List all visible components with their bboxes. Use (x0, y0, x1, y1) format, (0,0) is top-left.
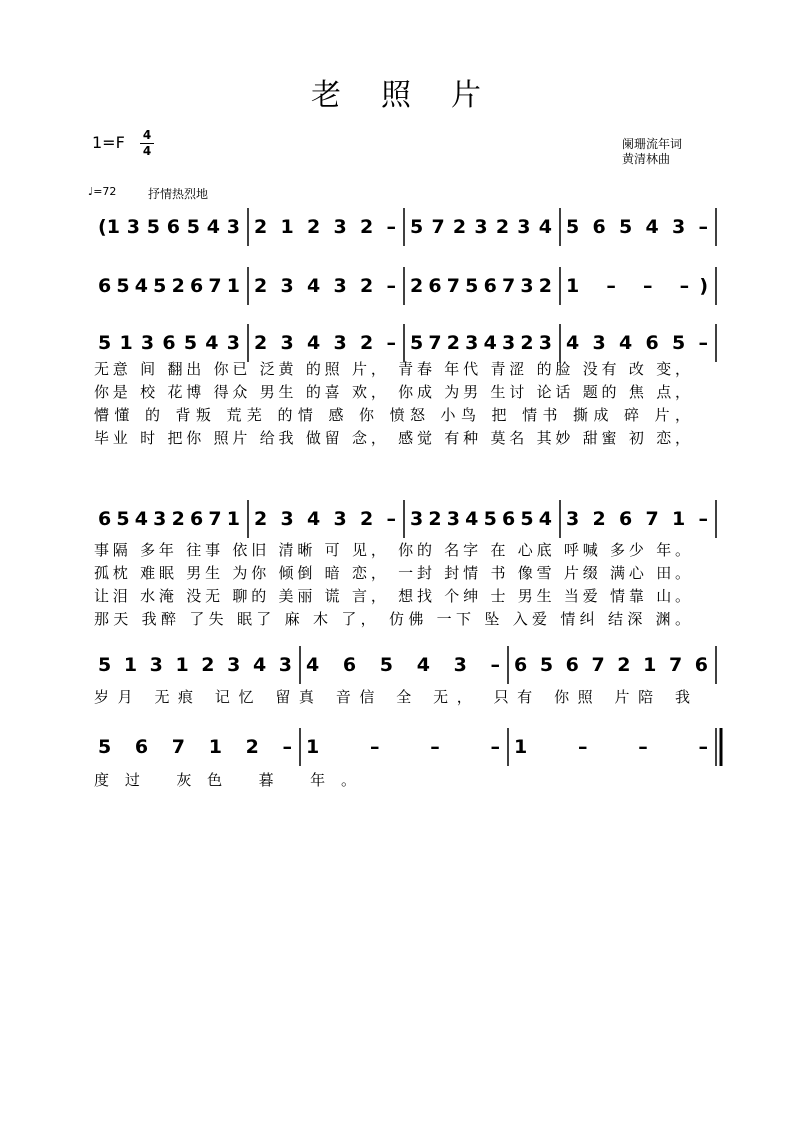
measure: 3 2 3 4 5 6 5 4 (410, 508, 552, 530)
measure: 6 5 6 7 2 1 7 6 (514, 654, 708, 676)
measure: 5 7 2 3 2 3 4 (410, 216, 552, 238)
measure: 3 2 6 7 1 – (566, 508, 708, 530)
measure: 1 – – –) (566, 275, 708, 297)
measure: 2 3 4 3 2 – (254, 275, 396, 297)
lyric-line: 岁月 无痕 记忆 留真 音信 全 无， 只有 你照 片陪 我 (94, 688, 690, 706)
measure: 6 5 4 5 2 6 7 1 (98, 275, 240, 297)
measure: 5 1 3 6 5 4 3 (98, 332, 240, 354)
measure: 2 1 2 3 2 – (254, 216, 396, 238)
measure: 1 – – – (514, 736, 708, 758)
composer-credit: 黄清林曲 (622, 152, 671, 166)
measure: 5 1 3 1 2 3 4 3 (98, 654, 292, 676)
tempo-marking: ♩=72 (88, 185, 117, 198)
measure: 5 6 5 4 3 – (566, 216, 708, 238)
measure: 5 6 7 1 2 – (98, 736, 292, 758)
expression-marking: 抒情热烈地 (148, 187, 209, 201)
song-title: 老照片 (311, 78, 521, 113)
lyric-line: 事隔 多年 往事 依旧 清晰 可 见， 你的 名字 在 心底 呼喊 多少 年。 (94, 541, 691, 559)
lyric-line: 让泪 水淹 没无 聊的 美丽 谎 言， 想找 个绅 士 男生 当爱 情靠 山。 (94, 587, 691, 605)
lyric-line: 孤枕 难眠 男生 为你 倾倒 暗 恋， 一封 封情 书 像雪 片缀 满心 田。 (94, 564, 691, 582)
lyricist-credit: 阑珊流年词 (622, 137, 683, 151)
measure: (1 3 5 6 5 4 3 (98, 216, 240, 238)
time-signature-bottom: 4 (142, 144, 152, 158)
lyric-line: 无意 间 翻出 你已 泛黄 的照 片， 青春 年代 青涩 的脸 没有 改 变， (94, 360, 691, 378)
lyric-line: 度过 灰色 暮 年。 (94, 771, 356, 789)
lyric-line: 毕业 时 把你 照片 给我 做留 念， 感觉 有种 莫名 其妙 甜蜜 初 恋， (94, 429, 691, 447)
time-signature-top: 4 (142, 128, 152, 142)
lyric-line: 懵懂 的 背叛 荒芜 的情 感 你 愤怒 小鸟 把 情书 撕成 碎 片， (94, 406, 690, 424)
measure: 4 6 5 4 3 – (306, 654, 500, 676)
key-signature: 1=F (92, 133, 125, 152)
lyric-line: 你是 校 花博 得众 男生 的喜 欢， 你成 为男 生讨 论话 题的 焦 点， (94, 383, 691, 401)
measure: 4 3 4 6 5 – (566, 332, 708, 354)
measure: 6 5 4 3 2 6 7 1 (98, 508, 240, 530)
measure: 2 3 4 3 2 – (254, 508, 396, 530)
measure: 2 3 4 3 2 – (254, 332, 396, 354)
measure: 5 7 2 3 4 3 2 3 (410, 332, 552, 354)
measure: 2 6 7 5 6 7 3 2 (410, 275, 552, 297)
lyric-line: 那天 我醉 了失 眠了 麻 木 了， 仿佛 一下 坠 入爱 情纠 结深 渊。 (94, 610, 690, 628)
measure: 1 – – – (306, 736, 500, 758)
